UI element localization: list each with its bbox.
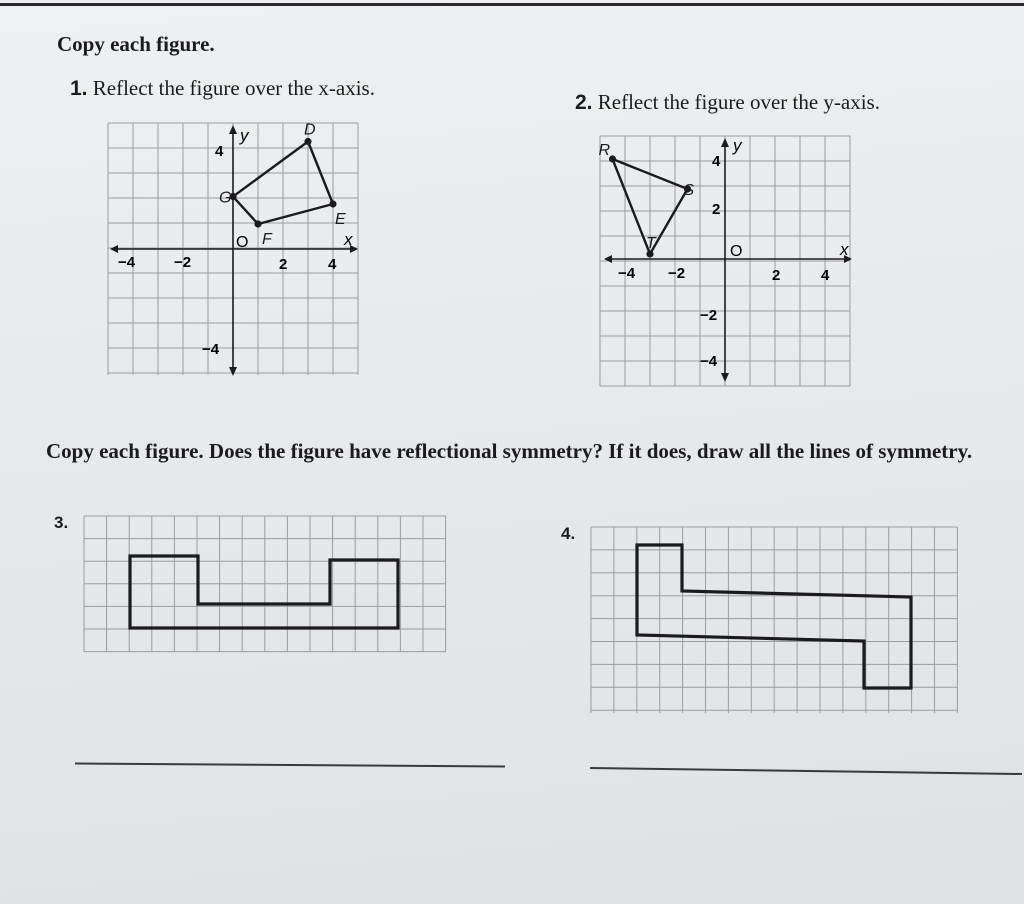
graph-2-x-arrow-left xyxy=(604,255,612,263)
graph-2-tick-y-neg2: −2 xyxy=(700,307,718,324)
graph-2-tick-x-neg2: −2 xyxy=(668,265,686,282)
graph-1-y-arrow-down xyxy=(229,367,237,376)
graph-1-x-label: x xyxy=(344,230,353,249)
graph-2-tick-y-4: 4 xyxy=(712,153,721,170)
graph-1-vertex-label-g: G xyxy=(219,189,232,207)
answer-line-3 xyxy=(75,762,505,767)
problem-2-number: 2. xyxy=(575,91,593,114)
problem-1-instruction: Reflect the figure over the x-axis. xyxy=(92,76,375,100)
problem-3-grid xyxy=(84,516,446,652)
graph-1-vertex-e xyxy=(329,200,336,207)
answer-line-4 xyxy=(590,767,1022,775)
problem-3-number: 3. xyxy=(54,513,69,532)
graph-2-vertex-label-s: S xyxy=(683,182,695,199)
graph-1-tick-y-4: 4 xyxy=(215,143,224,160)
graph-2-y-label: y xyxy=(733,136,742,155)
problem-1-number: 1. xyxy=(70,77,88,100)
graph-1-vertex-f xyxy=(254,220,261,227)
graph-2-y-arrow-up xyxy=(721,138,729,147)
graph-1-x-arrow-left xyxy=(110,245,118,253)
graph-1-coordinate-grid xyxy=(108,123,358,378)
graph-1-vertex-label-f: F xyxy=(262,231,272,248)
graph-2-vertex-label-r: R xyxy=(598,142,611,159)
problem-3-shape xyxy=(130,556,398,628)
problem-4-gridlines xyxy=(591,527,957,713)
problem-3-gridlines xyxy=(84,516,446,652)
graph-2-figure xyxy=(599,142,695,258)
graph-2-coordinate-grid xyxy=(600,136,852,386)
graph-1-tick-y-neg4: −4 xyxy=(202,341,220,358)
graph-1-vertex-d xyxy=(304,138,311,145)
graph-2-vertex-label-t: T xyxy=(646,235,656,252)
graph-1-tick-x-neg4: −4 xyxy=(118,254,136,271)
graph-1-tick-x-neg2: −2 xyxy=(174,254,192,271)
graph-2-origin-label: O xyxy=(730,243,743,260)
problem-4-grid xyxy=(591,527,957,713)
problem-4-number: 4. xyxy=(561,524,576,543)
graph-2-tick-x-4: 4 xyxy=(821,267,830,284)
graph-1-origin-label: O xyxy=(236,234,249,251)
graph-2-x-label: x xyxy=(840,240,849,259)
top-rule xyxy=(0,3,1024,6)
problem-2 xyxy=(575,90,880,115)
graph-1-y-arrow-up xyxy=(229,125,237,134)
graph-1-vertex-label-e: E xyxy=(335,211,346,228)
problem-1 xyxy=(70,76,375,101)
graph-2-y-arrow-down xyxy=(721,373,729,382)
section-heading-symmetry: Copy each figure. Does the figure have reflectional symmetry? If it does, draw all the lines of symmetry. xyxy=(46,439,973,463)
graph-1-vertex-label-d: D xyxy=(304,121,316,139)
graph-1-tick-x-4: 4 xyxy=(328,256,337,273)
graph-1-tick-x-2: 2 xyxy=(279,256,288,273)
graph-2-tick-y-2: 2 xyxy=(712,201,721,218)
graph-2-tick-x-neg4: −4 xyxy=(618,265,636,282)
graph-2-tick-x-2: 2 xyxy=(772,267,781,284)
graph-1-axes xyxy=(110,125,358,376)
graph-1-y-label: y xyxy=(240,126,249,145)
graph-2-axes xyxy=(604,138,852,382)
graph-2-tick-y-neg4: −4 xyxy=(700,353,718,370)
problem-2-instruction: Reflect the figure over the y-axis. xyxy=(597,90,880,114)
section-heading-copy: Copy each figure. xyxy=(57,32,215,56)
